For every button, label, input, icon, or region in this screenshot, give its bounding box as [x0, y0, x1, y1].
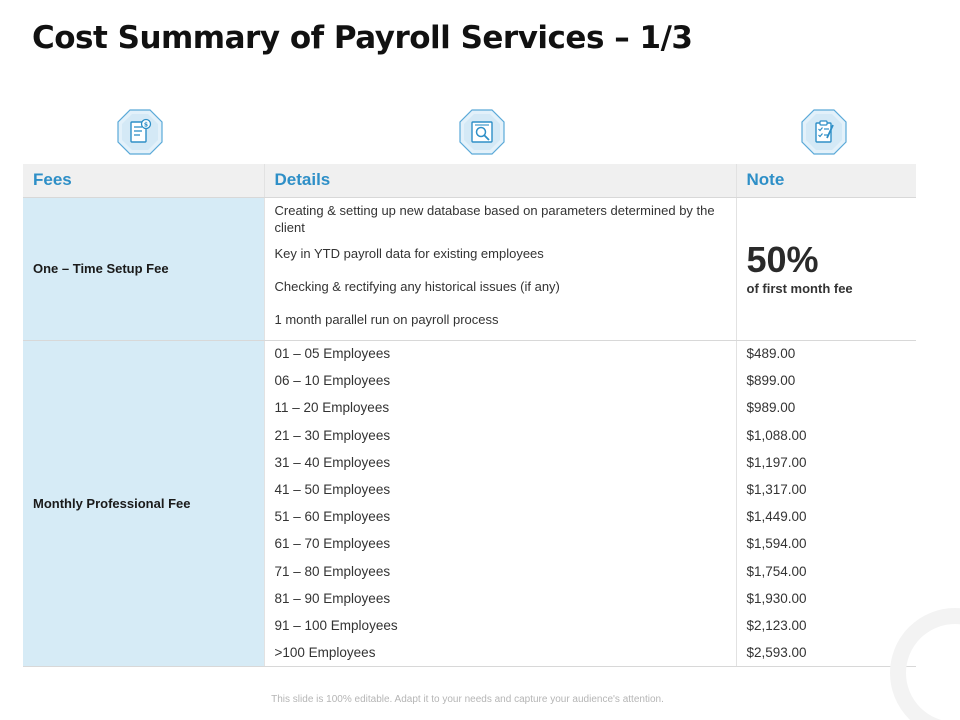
tier-price: $1,930.00 — [746, 590, 807, 606]
setup-note — [736, 197, 916, 340]
setup-fee-label: One – Time Setup Fee — [23, 197, 264, 340]
tier-price: $1,449.00 — [746, 509, 807, 525]
tier-range: 41 – 50 Employees — [264, 476, 736, 503]
tier-price: $489.00 — [746, 346, 796, 362]
document-search-icon — [458, 108, 506, 156]
setup-percentage: 50% — [746, 239, 819, 280]
fees-table — [23, 164, 916, 667]
tier-price: $2,593.00 — [736, 639, 916, 666]
clipboard-checklist-icon — [800, 108, 848, 156]
tier-price: $1,088.00 — [746, 427, 807, 443]
svg-text:$: $ — [143, 121, 149, 129]
table-header-row — [23, 164, 916, 197]
setup-detail-2: Key in YTD payroll data for existing employees — [274, 245, 544, 261]
header-note: Note — [736, 164, 916, 197]
header-fees: Fees — [23, 164, 264, 197]
header-details: Details — [264, 164, 736, 197]
setup-percentage-caption: of first month fee — [746, 281, 853, 296]
billing-document-icon — [116, 108, 164, 156]
tier-price: $1,754.00 — [746, 563, 807, 579]
tier-range: 81 – 90 Employees — [264, 585, 736, 612]
tier-price: $989.00 — [746, 400, 796, 416]
tier-range: 06 – 10 Employees — [264, 367, 736, 394]
monthly-fee-label: Monthly Professional Fee — [23, 340, 264, 666]
tier-range: 51 – 60 Employees — [264, 503, 736, 530]
tier-price: $2,123.00 — [746, 617, 807, 633]
tier-range: 71 – 80 Employees — [264, 558, 736, 585]
setup-fee-row — [23, 197, 916, 340]
footer-note: This slide is 100% editable. Adapt it to your needs and capture your audience's attention. — [271, 694, 664, 705]
tier-range: 91 – 100 Employees — [264, 612, 736, 639]
setup-detail-4: 1 month parallel run on payroll process — [274, 311, 499, 327]
tier-price: $899.00 — [746, 373, 796, 389]
setup-detail-1: Creating & setting up new database based on parameters determined by the client — [274, 202, 715, 235]
setup-detail-3: Checking & rectifying any historical issues (if any) — [274, 278, 560, 294]
tier-row — [23, 340, 916, 367]
tier-range: >100 Employees — [264, 639, 736, 666]
tier-range: 61 – 70 Employees — [264, 530, 736, 557]
tier-price: $1,317.00 — [746, 482, 807, 498]
tier-range: 31 – 40 Employees — [264, 449, 736, 476]
page-title: Cost Summary of Payroll Services – 1/3 — [32, 20, 693, 56]
setup-details — [264, 197, 736, 340]
tier-range: 11 – 20 Employees — [264, 394, 736, 421]
tier-range: 01 – 05 Employees — [264, 340, 736, 367]
tier-price: $1,197.00 — [746, 454, 807, 470]
tier-range: 21 – 30 Employees — [264, 422, 736, 449]
tier-price: $1,594.00 — [746, 536, 807, 552]
